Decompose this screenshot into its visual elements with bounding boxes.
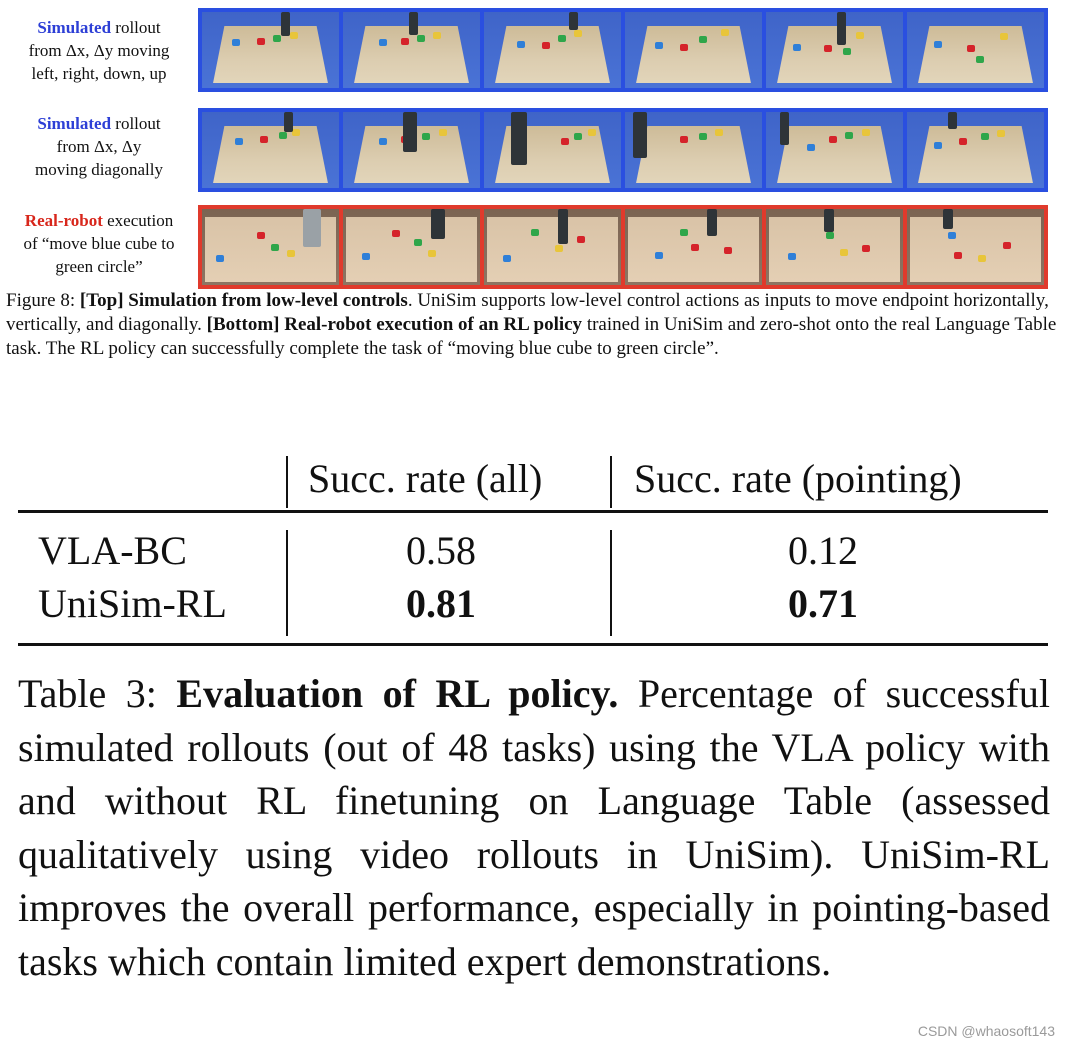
table-vline-body-1 <box>286 530 288 636</box>
watermark: CSDN @whaosoft143 <box>917 1023 1055 1039</box>
row-3-frame <box>766 209 903 285</box>
row-2-frame <box>625 112 762 188</box>
table-row-2-name: UniSim-RL <box>38 581 227 626</box>
row-2-frame <box>202 112 339 188</box>
table-vline-body-2 <box>610 530 612 636</box>
figure-caption-bold-1: [Top] Simulation from low-level controls <box>79 290 408 311</box>
row-2-label-highlight: Simulated <box>37 114 112 133</box>
row-1-label-highlight: Simulated <box>37 18 112 37</box>
row-3-frame <box>484 209 621 285</box>
table-caption-prefix: Table 3: <box>18 671 177 716</box>
row-3-label-highlight: Real-robot <box>24 211 103 230</box>
table-caption-text: Percentage of successful simulated rollouts (out of 48 tasks) using the VLA policy with and without RL finetuning on Language Table (assessed qualitatively using video rollouts in UniSim). UniSim-RL improves the overall performance, especially in pointing-based tasks which contain limited expert demonstrations. <box>18 671 1051 984</box>
row-1-frame-strip <box>198 8 1048 92</box>
row-1-label-line-1: from Δx, Δy moving <box>28 41 170 60</box>
table-row-2-pointing: 0.71 <box>788 581 858 626</box>
row-2-frame <box>484 112 621 188</box>
row-3-label-line-2: green circle” <box>55 257 143 276</box>
row-2-label-line-1: from Δx, Δy <box>56 137 142 156</box>
row-1-label-rest: rollout <box>111 18 161 37</box>
row-3-frame <box>625 209 762 285</box>
table-caption-bold: Evaluation of RL policy. <box>176 671 619 716</box>
row-3-label-rest: execution <box>102 211 174 230</box>
figure-caption-bold-2: [Bottom] Real-robot execution of an RL policy <box>206 314 583 335</box>
table-vline-header-2 <box>610 456 612 508</box>
row-3-frame <box>202 209 339 285</box>
row-2-frame <box>343 112 480 188</box>
table-row-1-name: VLA-BC <box>38 528 187 573</box>
row-1-frame <box>343 12 480 88</box>
row-1-label <box>4 16 194 85</box>
row-1-frame <box>766 12 903 88</box>
table-row-1-all: 0.58 <box>406 528 476 573</box>
figure-caption-text-1: . UniSim supports low-level control actions as inputs to move endpoint horizontally, vertically, and diagonally. <box>6 290 1049 335</box>
figure-caption <box>6 289 1058 361</box>
row-1-frame <box>202 12 339 88</box>
table-bottom-rule <box>18 643 1048 646</box>
row-3-frame <box>343 209 480 285</box>
table-row-1-pointing: 0.12 <box>788 528 858 573</box>
row-2-frame <box>907 112 1044 188</box>
header-succ-rate-all: Succ. rate (all) <box>308 456 543 501</box>
row-1-frame <box>625 12 762 88</box>
row-1-frame <box>484 12 621 88</box>
row-3-label <box>4 209 194 278</box>
row-1-label-line-2: left, right, down, up <box>31 64 167 83</box>
row-3-frame <box>907 209 1044 285</box>
table-header-rule <box>18 510 1048 513</box>
header-succ-rate-pointing: Succ. rate (pointing) <box>634 456 962 501</box>
row-1-frame <box>907 12 1044 88</box>
row-3-label-line-1: of “move blue cube to <box>23 234 175 253</box>
row-2-frame <box>766 112 903 188</box>
row-2-label <box>4 112 194 181</box>
table-vline-header-1 <box>286 456 288 508</box>
row-2-frame-strip <box>198 108 1048 192</box>
table-caption <box>18 667 1050 988</box>
figure-caption-prefix: Figure 8: <box>6 290 80 311</box>
row-2-label-rest: rollout <box>111 114 161 133</box>
figure-caption-text-2: trained in UniSim and zero-shot onto the real Language Table task. The RL policy can successfully complete the task of “moving blue cube to green circle”. <box>6 314 1057 359</box>
row-3-frame-strip <box>198 205 1048 289</box>
row-2-label-line-2: moving diagonally <box>35 160 163 179</box>
table-row-2-all: 0.81 <box>406 581 476 626</box>
